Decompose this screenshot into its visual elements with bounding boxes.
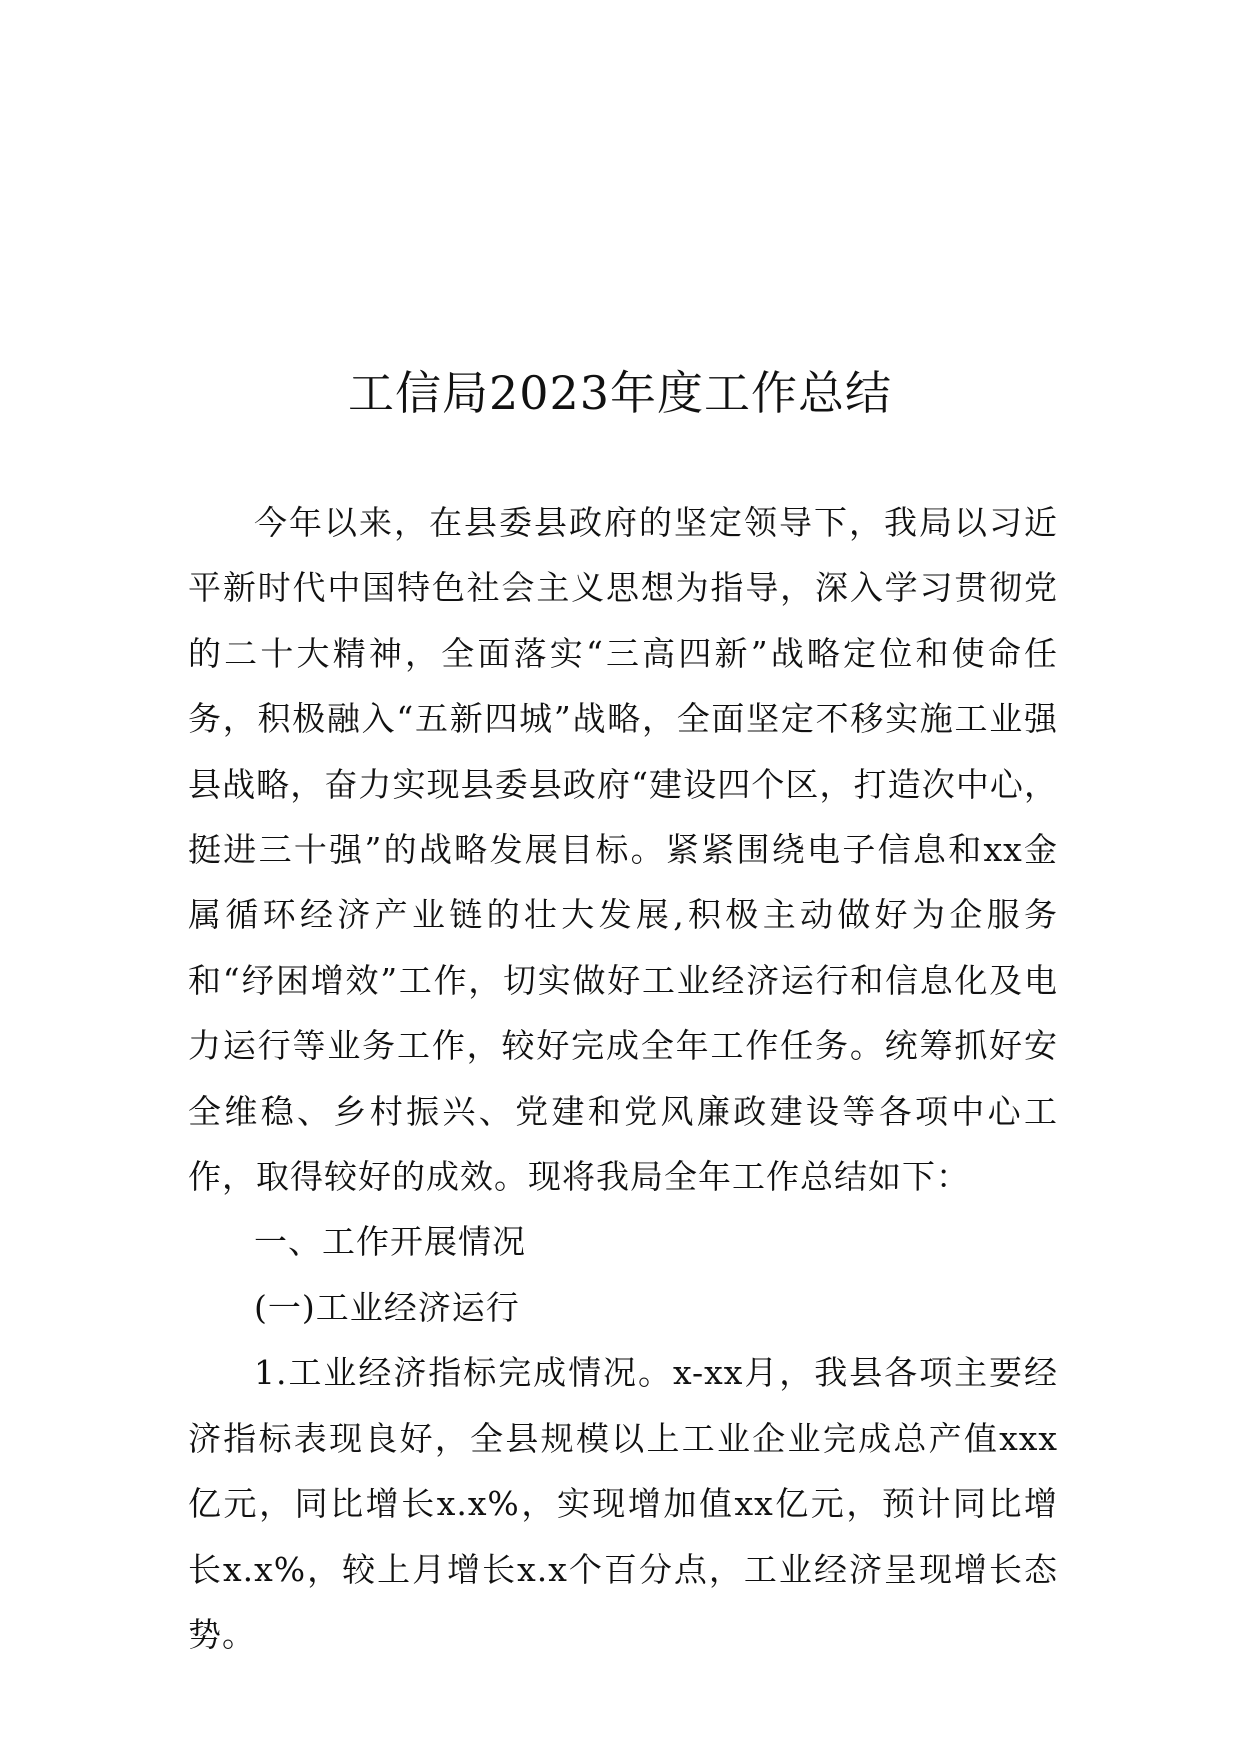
document-body [188,490,1058,1667]
subsection-heading: (一)工业经济运行 [254,1287,520,1327]
document-title: 工信局2023年度工作总结 [347,366,893,420]
paragraph-indicators: 1.工业经济指标完成情况。x-xx月，我县各项主要经济指标表现良好，全县规模以上工业企业完成总产值xxx亿元，同比增长x.x%，实现增加值xx亿元，预计同比增长x.x%，较上月增长x.x个百分点，工业经济呈现增长态势。 [188,1353,1058,1654]
paragraph-intro: 今年以来，在县委县政府的坚定领导下，我局以习近平新时代中国特色社会主义思想为指导，深入学习贯彻党的二十大精神，全面落实“三高四新”战略定位和使命任务，积极融入“五新四城”战略，全面坚定不移实施工业强县战略，奋力实现县委县政府“建设四个区，打造次中心，挺进三十强”的战略发展目标。紧紧围绕电子信息和xx金属循环经济产业链的壮大发展,积极主动做好为企服务和“纾困增效”工作，切实做好工业经济运行和信息化及电力运行等业务工作，较好完成全年工作任务。统筹抓好安全维稳、乡村振兴、党建和党风廉政建设等各项中心工作，取得较好的成效。现将我局全年工作总结如下： [188,503,1058,1197]
section-heading: 一、工作开展情况 [254,1222,526,1262]
